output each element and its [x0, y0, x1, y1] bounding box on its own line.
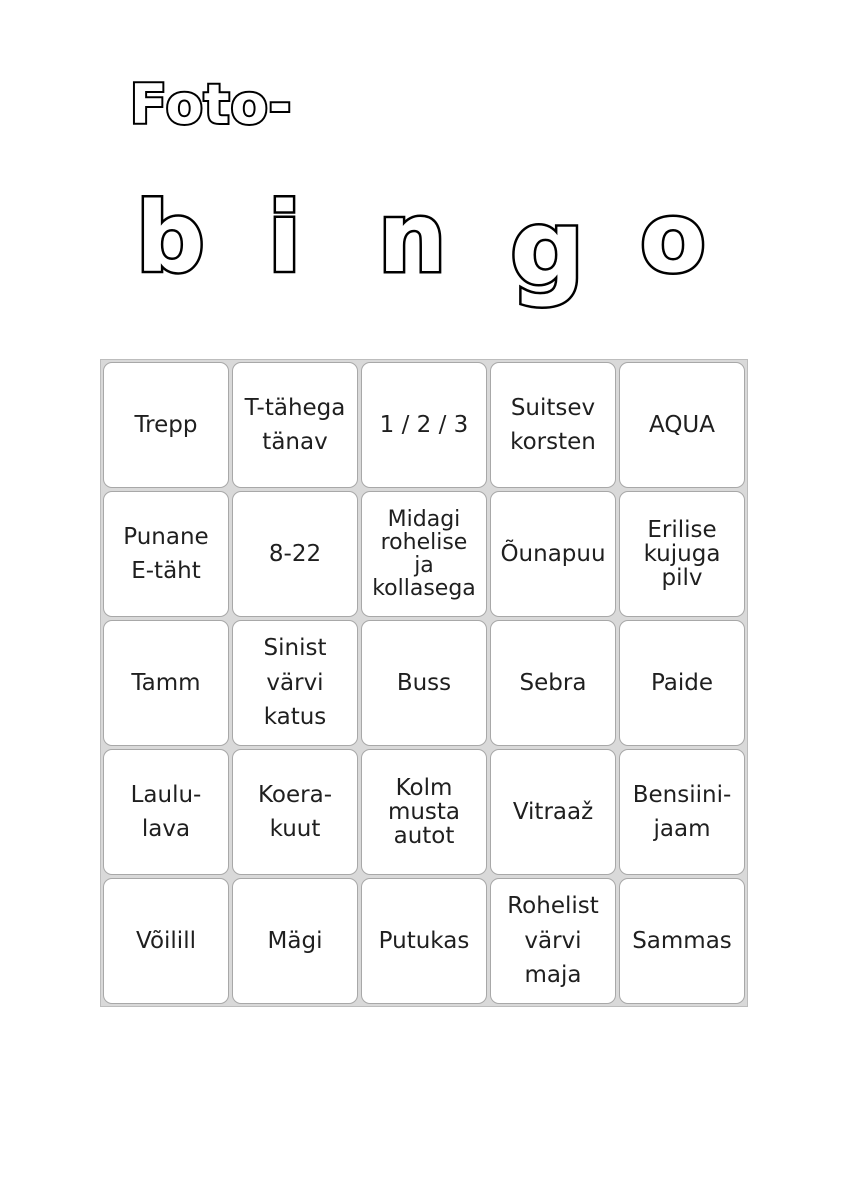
bingo-cell: Tamm — [103, 620, 229, 746]
bingo-cell: Sinist värvi katus — [232, 620, 358, 746]
bingo-cell: 8-22 — [232, 491, 358, 617]
bingo-cell: 1 / 2 / 3 — [361, 362, 487, 488]
bingo-cell: Putukas — [361, 878, 487, 1004]
bingo-cell: Mägi — [232, 878, 358, 1004]
bingo-cell: Paide — [619, 620, 745, 746]
title-bingo-letter-n: n — [378, 182, 447, 294]
bingo-cell: Laulu- lava — [103, 749, 229, 875]
bingo-cell: AQUA — [619, 362, 745, 488]
bingo-cell: Kolm musta autot — [361, 749, 487, 875]
bingo-cell: T-tähega tänav — [232, 362, 358, 488]
bingo-cell: Õunapuu — [490, 491, 616, 617]
bingo-cell: Koera- kuut — [232, 749, 358, 875]
title-foto: Foto- — [130, 73, 293, 136]
bingo-cell: Trepp — [103, 362, 229, 488]
bingo-board — [100, 359, 748, 1007]
bingo-cell: Võilill — [103, 878, 229, 1004]
bingo-cell: Sebra — [490, 620, 616, 746]
bingo-cell: Midagi rohelise ja kollasega — [361, 491, 487, 617]
bingo-cell: Buss — [361, 620, 487, 746]
title-bingo-letter-o: o — [640, 182, 706, 294]
bingo-cell: Vitraaž — [490, 749, 616, 875]
bingo-cell: Erilise kujuga pilv — [619, 491, 745, 617]
bingo-cell: Rohelist värvi maja — [490, 878, 616, 1004]
bingo-cell: Suitsev korsten — [490, 362, 616, 488]
title-bingo-letter-b: b — [136, 182, 205, 294]
bingo-cell: Punane E-täht — [103, 491, 229, 617]
title-bingo-letter-g: g — [510, 187, 585, 309]
bingo-cell: Sammas — [619, 878, 745, 1004]
bingo-cell: Bensiini- jaam — [619, 749, 745, 875]
title-bingo-letter-i: i — [268, 182, 301, 294]
